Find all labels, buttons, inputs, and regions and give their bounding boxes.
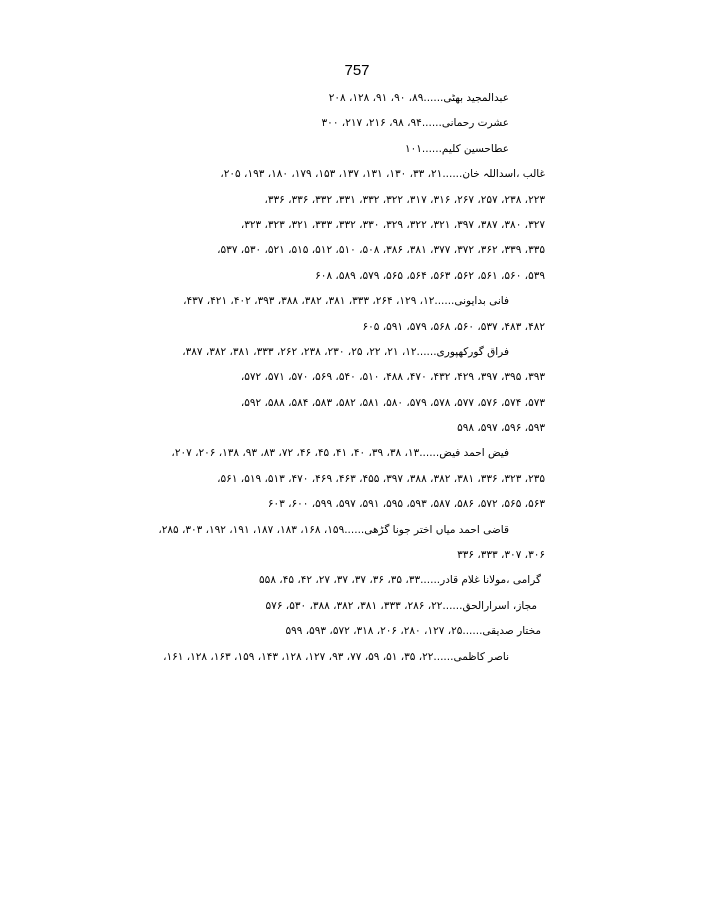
index-entry-line: قاضی احمد میاں اختر جونا گڑھی......۱۵۹، ۱۶۸، ۱۸۳، ۱۸۷، ۱۹۱، ۱۹۲، ۳۰۳، ۲۸۵، <box>158 523 509 536</box>
index-entry-line: ۲۲۳، ۲۳۸، ۲۵۷، ۲۶۷، ۳۱۶، ۳۱۷، ۳۲۲، ۳۳۲، ۳۳۱، ۳۳۲، ۳۳۶، ۳۳۶، <box>264 193 545 206</box>
index-entry-line: عبدالمجید بھٹی......۸۹، ۹۰، ۹۱، ۱۲۸، ۲۰۸ <box>328 92 509 104</box>
index-entry-line: ۲۳۵، ۳۲۳، ۳۳۶، ۳۸۱، ۳۸۲، ۳۸۸، ۳۹۷، ۴۵۵، ۴۶۳، ۴۶۹، ۴۷۰، ۵۱۳، ۵۱۹، ۵۶۱، <box>217 472 545 485</box>
index-entry-line: ۳۲۷، ۳۸۰، ۳۸۷، ۳۹۷، ۳۲۱، ۳۲۲، ۳۲۹، ۳۳۰، ۳۳۲، ۳۳۳، ۳۲۱، ۳۲۳، ۳۲۳، <box>240 218 545 231</box>
index-list <box>150 86 545 670</box>
index-entry-line: ۵۹۳، ۵۹۶، ۵۹۷، ۵۹۸ <box>457 422 545 435</box>
index-entry-line: ناصر کاظمی......۲۲، ۳۵، ۵۱، ۵۹، ۷۷، ۹۳، ۱۲۷، ۱۲۸، ۱۴۳، ۱۵۹، ۱۶۳، ۱۲۸، ۱۶۱، <box>163 650 509 663</box>
index-entry-line: فراق گورکھپوری......۱۲، ۲۱، ۲۲، ۲۵، ۲۳۰، ۲۳۸، ۲۶۲، ۳۳۳، ۳۸۱، ۳۸۲، ۳۸۷، <box>182 345 509 358</box>
index-entry-line: غالب ،اسداللہ خان......۲۱، ۳۳، ۱۳۰، ۱۳۱، ۱۳۷، ۱۵۳، ۱۷۹، ۱۸۰، ۱۹۳، ۲۰۵، <box>220 168 545 181</box>
index-entry-line: فیض احمد فیض......۱۳، ۳۸، ۳۹، ۴۰، ۴۱، ۴۵، ۴۶، ۷۲، ۸۳، ۹۳، ۱۳۸، ۲۰۶، ۲۰۷، <box>171 447 509 460</box>
index-entry-line: ۵۷۳، ۵۷۴، ۵۷۶، ۵۷۷، ۵۷۸، ۵۷۹، ۵۸۰، ۵۸۱، ۵۸۲، ۵۸۳، ۵۸۴، ۵۸۸، ۵۹۲، <box>240 396 545 409</box>
index-entry-line: ۴۸۲، ۴۸۳، ۵۳۷، ۵۶۰، ۵۶۸، ۵۷۹، ۵۹۱، ۶۰۵ <box>362 320 545 333</box>
index-entry-line: فانی بدایونی......۱۲، ۱۲۹، ۲۶۴، ۳۳۳، ۳۸۱، ۳۸۲، ۳۸۸، ۳۹۳، ۴۰۲، ۴۲۱، ۴۳۷، <box>183 295 509 308</box>
page-number: 757 <box>344 62 370 79</box>
index-entry-line: عشرت رحمانی......۹۴، ۹۸، ۲۱۶، ۲۱۷، ۳۰۰ <box>321 117 509 130</box>
index-entry-line: مجاز، اسرارالحق......۲۲، ۲۸۶، ۳۳۳، ۳۸۱، ۳۸۲، ۳۸۸، ۵۳۰، ۵۷۶ <box>265 599 537 612</box>
index-entry-line: مختار صدیقی......۲۵، ۱۲۷، ۲۸۰، ۲۰۶، ۳۱۸، ۵۷۲، ۵۹۳، ۵۹۹ <box>285 625 541 638</box>
index-entry-line: عطاحسین کلیم......۱۰۱ <box>404 142 509 155</box>
index-entry-line: ۵۳۹، ۵۶۰، ۵۶۱، ۵۶۲، ۵۶۳، ۵۶۴، ۵۶۵، ۵۷۹، ۵۸۹، ۶۰۸ <box>315 269 545 282</box>
index-entry-line: ۳۹۳، ۳۹۵، ۳۹۷، ۴۲۹، ۴۳۲، ۴۷۰، ۴۸۸، ۵۱۰، ۵۴۰، ۵۶۹، ۵۷۰، ۵۷۱، ۵۷۲، <box>240 371 545 384</box>
index-entry-line: گرامی ،مولانا غلام قادر......۳۳، ۳۵، ۳۶، ۳۷، ۳۷، ۲۷، ۴۲، ۴۵، ۵۵۸ <box>259 574 541 587</box>
index-entry-line: ۵۶۳، ۵۶۵، ۵۷۲، ۵۸۶، ۵۸۷، ۵۹۳، ۵۹۵، ۵۹۱، ۵۹۷، ۵۹۹، ۶۰۰، ۶۰۳ <box>267 498 545 511</box>
index-entry-line: ۳۰۶، ۳۰۷، ۳۳۳، ۳۳۶ <box>457 549 545 562</box>
index-entry-line: ۳۳۵، ۳۳۹، ۳۶۲، ۳۷۲، ۳۷۷، ۳۸۱، ۳۸۶، ۵۰۸، ۵۱۰، ۵۱۲، ۵۱۵، ۵۲۱، ۵۳۰، ۵۳۷، <box>217 244 545 257</box>
